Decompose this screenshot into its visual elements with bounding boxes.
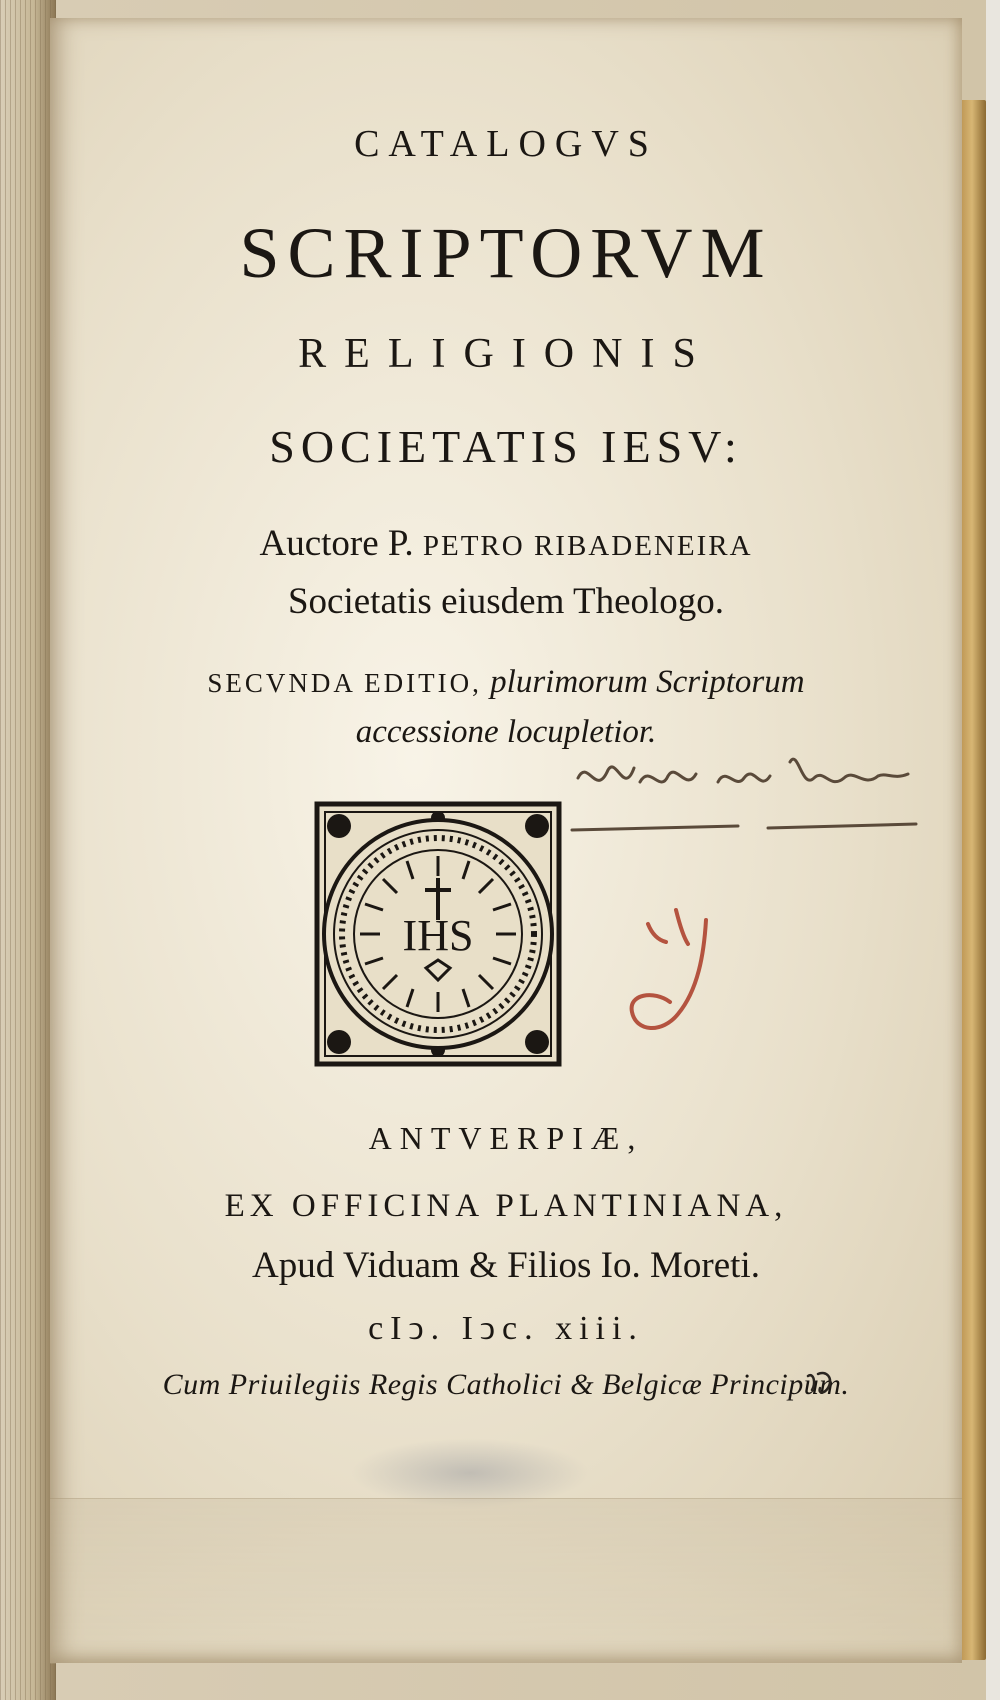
book-board-edge	[958, 100, 986, 1660]
imprint-office: EX OFFICINA PLANTINIANA,	[224, 1188, 788, 1224]
page-fold-bottom	[50, 1498, 962, 1664]
edition-italic: plurimorum Scriptorum	[490, 664, 805, 700]
edition-line-2: accessione locupletior.	[355, 714, 657, 750]
handwritten-ownership-note	[568, 738, 928, 846]
jesuit-ihs-emblem	[313, 800, 563, 1068]
title-religionis: RELIGIONIS	[298, 331, 714, 377]
title-catalogus: CATALOGVS	[354, 123, 658, 165]
imprint-date: cIↄ. Iↄc. xiii.	[368, 1310, 644, 1347]
author-affiliation: Societatis eiusdem Theologo.	[287, 581, 725, 622]
red-crayon-mark	[618, 904, 738, 1044]
handwritten-small-mark	[804, 1368, 840, 1398]
author-name: PETRO RIBADENEIRA	[422, 530, 753, 562]
edition-label: SECVNDA EDITIO,	[207, 668, 482, 698]
title-societatis-iesu: SOCIETATIS IESV:	[269, 421, 743, 472]
edition-line	[50, 664, 962, 701]
author-prefix: Auctore P.	[259, 523, 414, 564]
author-line	[50, 522, 962, 565]
emblem-ihs-text: IHS	[402, 911, 474, 960]
imprint-printers: Apud Viduam & Filios Io. Moreti.	[252, 1245, 760, 1286]
privilege-statement: Cum Priuilegiis Regis Catholici & Belgicæ Principum.	[162, 1368, 850, 1401]
title-scriptorum: SCRIPTORVM	[239, 213, 773, 293]
imprint-city: ANTVERPIÆ,	[368, 1120, 644, 1156]
background-edge	[986, 0, 1000, 1700]
book-gutter-pages	[0, 0, 56, 1700]
